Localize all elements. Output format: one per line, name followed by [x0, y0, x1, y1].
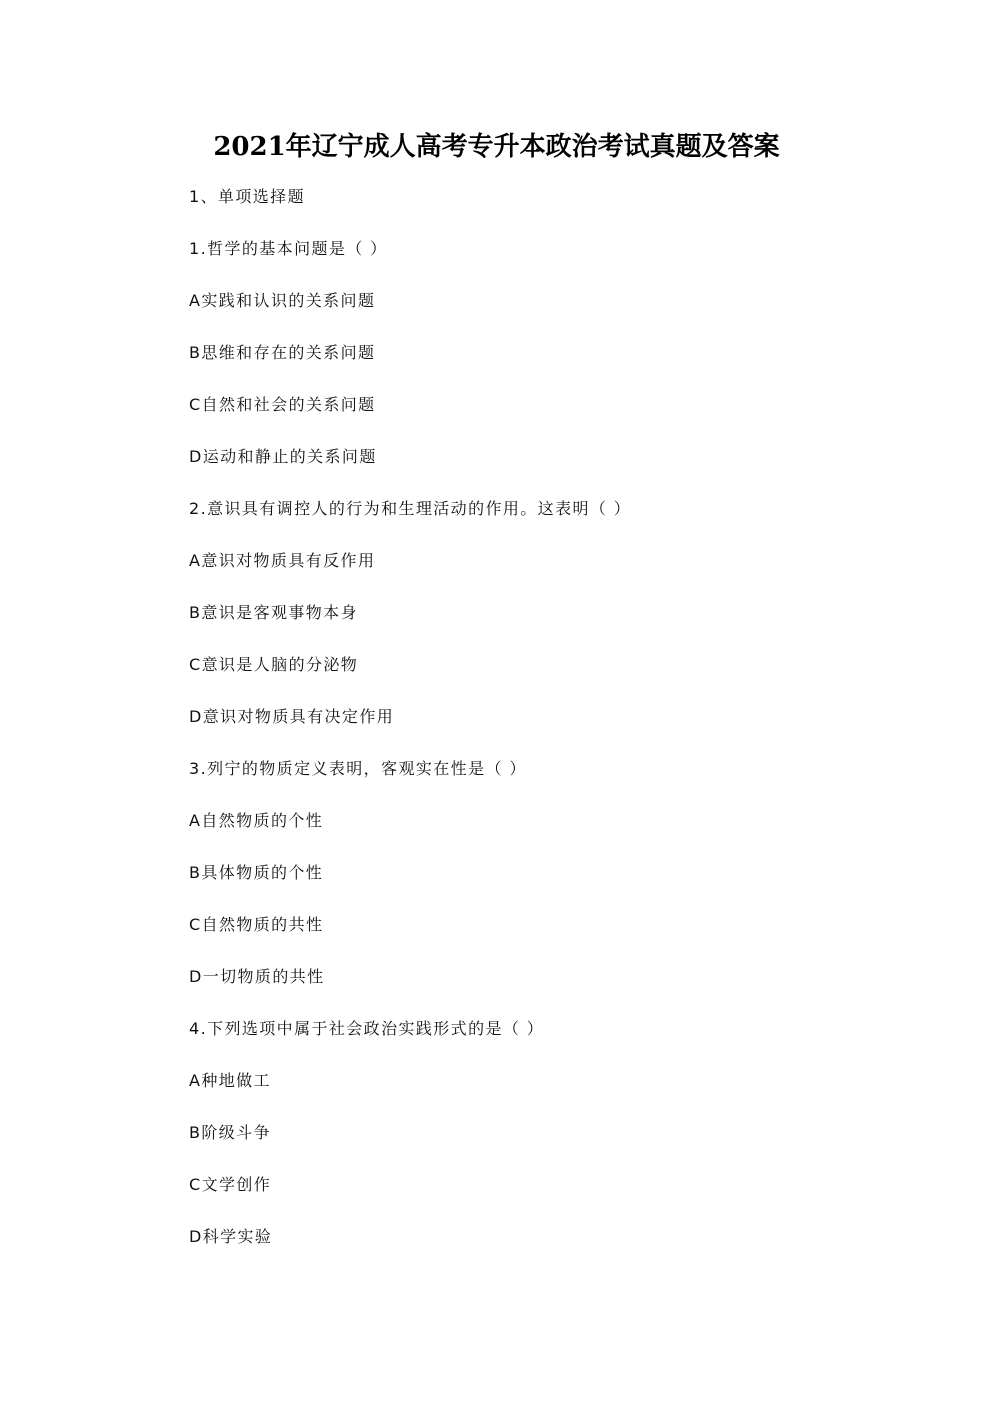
question-4-option-a: A种地做工: [189, 1071, 271, 1090]
question-1-stem: 1.哲学的基本问题是（ ）: [189, 239, 388, 258]
document-title: 2021年辽宁成人高考专升本政治考试真题及答案: [213, 132, 780, 162]
question-4-option-d: D科学实验: [189, 1227, 273, 1246]
question-4-stem: 4.下列选项中属于社会政治实践形式的是（ ）: [189, 1019, 545, 1038]
question-2-option-a: A意识对物质具有反作用: [189, 551, 376, 570]
question-2-option-d: D意识对物质具有决定作用: [189, 707, 395, 726]
question-2-stem: 2.意识具有调控人的行为和生理活动的作用。这表明（ ）: [189, 499, 632, 518]
question-4-option-c: C文学创作: [189, 1175, 272, 1194]
question-1-option-c: C自然和社会的关系问题: [189, 395, 376, 414]
question-3-stem: 3.列宁的物质定义表明，客观实在性是（ ）: [189, 759, 527, 778]
question-1-option-a: A实践和认识的关系问题: [189, 291, 376, 310]
question-2-option-c: C意识是人脑的分泌物: [189, 655, 359, 674]
question-2-option-b: B意识是客观事物本身: [189, 603, 358, 622]
question-4-option-b: B阶级斗争: [189, 1123, 271, 1142]
question-3-option-c: C自然物质的共性: [189, 915, 324, 934]
question-3-option-b: B具体物质的个性: [189, 863, 324, 882]
question-1-option-d: D运动和静止的关系问题: [189, 447, 377, 466]
section-heading: 1、单项选择题: [189, 187, 305, 206]
question-3-option-d: D一切物质的共性: [189, 967, 325, 986]
question-1-option-b: B思维和存在的关系问题: [189, 343, 376, 362]
question-3-option-a: A自然物质的个性: [189, 811, 324, 830]
